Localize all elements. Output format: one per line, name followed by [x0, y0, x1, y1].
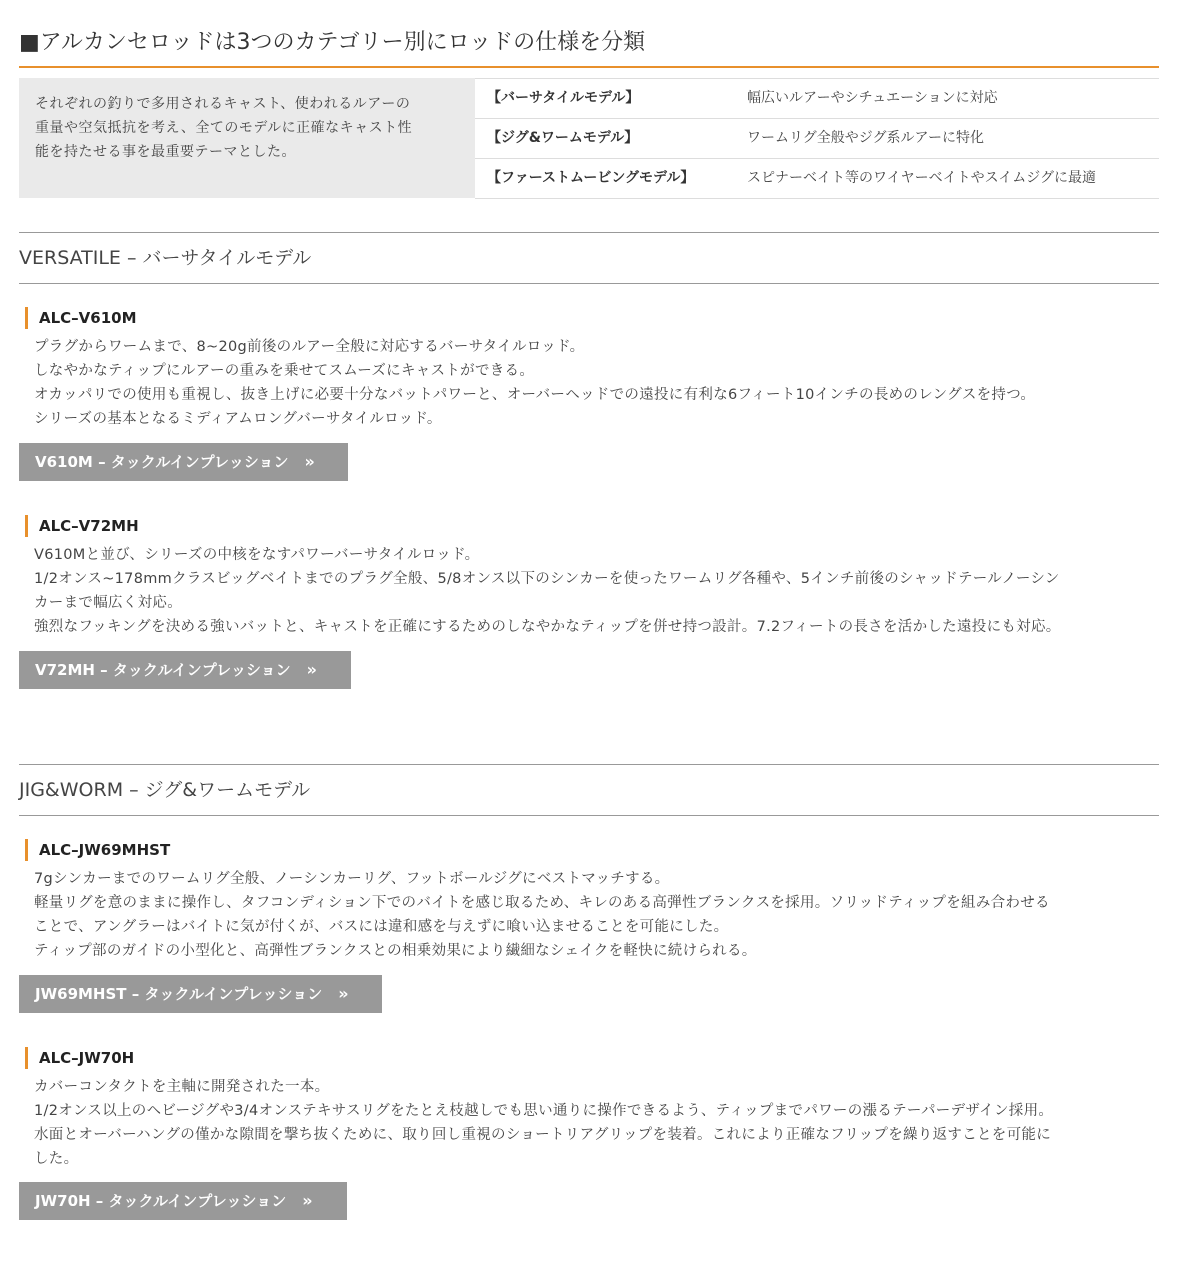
button-label: V72MH – タックルインプレッション: [35, 661, 291, 679]
intro-text: [19, 78, 475, 198]
section-heading-jig-worm: JIG&WORM – ジグ&ワームモデル: [19, 764, 1159, 816]
chevron-right-icon: »: [338, 984, 349, 1003]
button-label: JW70H – タックルインプレッション: [35, 1192, 287, 1210]
intro-text-line: それぞれの釣りで多用されるキャスト、使われるルアーの: [35, 96, 411, 112]
model-description: [34, 335, 1154, 431]
model-description: [34, 867, 1154, 963]
category-desc: 幅広いルアーやシチュエーションに対応: [747, 90, 998, 106]
model-name-v72mh: ALC–V72MH: [25, 515, 139, 537]
description-line: 強烈なフッキングを決める強いバットと、キャストを正確にするためのしなやかなティップを併せ持つ設計。7.2フィートの長さを活かした遠投にも対応。: [34, 619, 1061, 635]
description-line: オカッパリでの使用も重視し、抜き上げに必要十分なバットパワーと、オーバーヘッドでの遠投に有利な6フィート10インチの長めのレングスを持つ。: [34, 387, 1036, 403]
category-desc: スピナーベイト等のワイヤーベイトやスイムジグに最適: [747, 170, 1097, 186]
button-label: JW69MHST – タックルインプレッション: [35, 985, 323, 1003]
model-name-v610m: ALC–V610M: [25, 307, 137, 329]
description-line: 1/2オンス~178mmクラスビッグベイトまでのプラグ全般、5/8オンス以下のシンカーを使ったワームリグ各種や、5インチ前後のシャッドテールノーシン: [34, 571, 1060, 587]
intro-block: [19, 78, 1159, 198]
category-desc: ワームリグ全般やジグ系ルアーに特化: [747, 130, 985, 146]
category-row: [475, 79, 1159, 119]
description-line: 軽量リグを意のままに操作し、タフコンディション下でのバイトを感じ取るため、キレのある高弾性ブランクスを採用。ソリッドティップを組み合わせる: [34, 895, 1050, 911]
description-line: 水面とオーバーハングの僅かな隙間を撃ち抜くために、取り回し重視のショートリアグリップを装着。これにより正確なフリップを繰り返すことを可能に: [34, 1127, 1051, 1143]
description-line: プラグからワームまで、8~20g前後のルアー全般に対応するバーサタイルロッド。: [34, 339, 585, 355]
description-line: V610Mと並び、シリーズの中核をなすパワーバーサタイルロッド。: [34, 547, 480, 563]
button-label: V610M – タックルインプレッション: [35, 453, 289, 471]
model-name-jw69mhst: ALC–JW69MHST: [25, 839, 170, 861]
category-name: 【ジグ&ワームモデル】: [487, 130, 639, 146]
chevron-right-icon: »: [306, 660, 318, 679]
description-line: ティップ部のガイドの小型化と、高弾性ブランクスとの相乗効果により繊細なシェイクを軽快に続けられる。: [34, 943, 757, 959]
description-line: ことで、アングラーはバイトに気が付くが、バスには違和感を与えずに喰い込ませることを可能にした。: [34, 919, 729, 935]
model-name-jw70h: ALC–JW70H: [25, 1047, 134, 1069]
jw70h-impression-button[interactable]: [19, 1182, 347, 1220]
category-table: [475, 78, 1159, 198]
v610m-impression-button[interactable]: [19, 443, 348, 481]
jw69mhst-impression-button[interactable]: [19, 975, 382, 1013]
description-line: しなやかなティップにルアーの重みを乗せてスムーズにキャストができる。: [34, 363, 535, 379]
model-description: [34, 1075, 1154, 1171]
intro-text-line: 重量や空気抵抗を考え、全てのモデルに正確なキャスト性: [35, 120, 413, 136]
description-line: 1/2オンス以上のヘビージグや3/4オンステキサスリグをたとえ枝越しでも思い通りに操作できるよう、ティップまでパワーの漲るテーパーデザイン採用。: [34, 1103, 1054, 1119]
section-heading-versatile: VERSATILE – バーサタイルモデル: [19, 232, 1159, 284]
description-line: 7gシンカーまでのワームリグ全般、ノーシンカーリグ、フットボールジグにベストマッチする。: [34, 871, 670, 887]
description-line: シリーズの基本となるミディアムロングバーサタイルロッド。: [34, 411, 442, 427]
v72mh-impression-button[interactable]: [19, 651, 351, 689]
description-line: した。: [34, 1151, 79, 1167]
model-description: [34, 543, 1154, 639]
page-title: ■アルカンセロッドは3つのカテゴリー別にロッドの仕様を分類: [19, 26, 1159, 68]
chevron-right-icon: »: [304, 452, 315, 471]
category-row: [475, 159, 1159, 199]
description-line: カーまで幅広く対応。: [34, 595, 182, 611]
chevron-right-icon: »: [302, 1191, 313, 1210]
category-row: [475, 119, 1159, 159]
intro-text-line: 能を持たせる事を最重要テーマとした。: [35, 144, 296, 160]
category-name: 【ファーストムービングモデル】: [487, 170, 695, 186]
category-name: 【バーサタイルモデル】: [487, 90, 640, 106]
description-line: カバーコンタクトを主軸に開発された一本。: [34, 1079, 330, 1095]
